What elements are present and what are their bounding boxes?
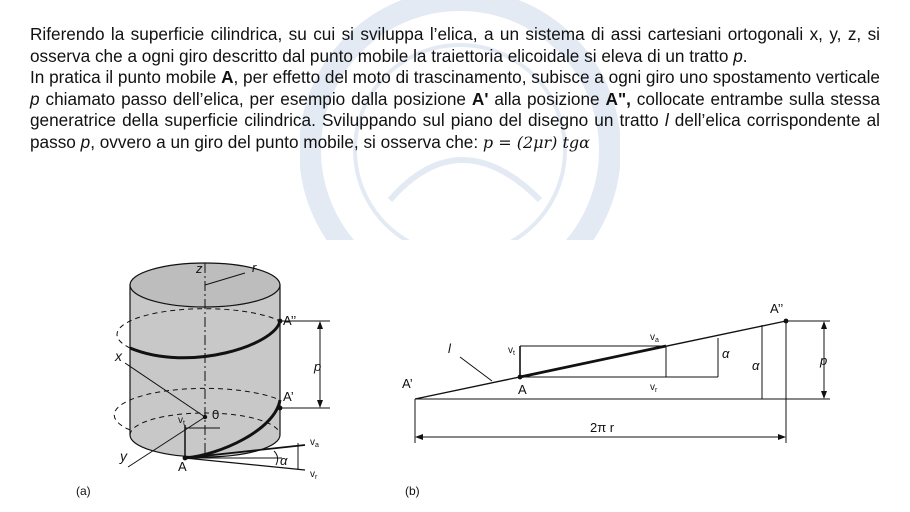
label-va: $v_a$ xyxy=(310,437,319,449)
p2-text-6: dell’elica corrispondente al passo xyxy=(30,110,880,152)
paragraph-1-end: . xyxy=(742,45,748,66)
paragraph-2 xyxy=(30,67,880,153)
paragraph-1 xyxy=(30,24,880,67)
paragraph-1-text: Riferendo la superficie cilindrica, su cui si sviluppa l’elica, a un sistema di assi cartesiani ortogonali x, y, z, si osserva che a ogni giro descritto dal punto mobile la traiettoria elicoidale si eleva di un tratto xyxy=(30,24,880,66)
body-text xyxy=(30,24,880,153)
label-p-b: p xyxy=(820,353,828,368)
label-origin: 0 xyxy=(212,407,220,422)
var-p: p xyxy=(733,45,743,66)
p2-text-1: In pratica il punto mobile xyxy=(30,67,222,87)
label-alpha-small: α xyxy=(722,346,730,361)
label-l: l xyxy=(448,341,451,356)
label-a-top-b: A’’ xyxy=(770,301,784,316)
label-base: 2π r xyxy=(590,420,615,435)
caption-a: (a) xyxy=(76,484,91,498)
figure-a-cylinder xyxy=(70,245,360,505)
p2-text-4: alla posizione xyxy=(488,88,606,109)
point-a-bold: A xyxy=(221,67,234,87)
label-va-b: $v_a$ xyxy=(650,332,659,344)
label-alpha-big: α xyxy=(752,358,760,373)
label-vt: $v_t$ xyxy=(178,415,185,427)
label-p: p xyxy=(314,359,322,374)
label-a-top: A’’ xyxy=(283,313,297,328)
label-a-left: A’ xyxy=(402,376,413,391)
label-y: y xyxy=(120,448,127,464)
var-p-italic: p xyxy=(30,88,40,109)
var-p2-italic: p xyxy=(80,131,91,152)
label-a-b: A xyxy=(518,382,527,397)
formula-rhs: μr) tgα xyxy=(533,132,590,152)
figure-b-development xyxy=(400,295,850,505)
label-vr: $v_r$ xyxy=(310,469,318,481)
label-r: r xyxy=(252,260,257,275)
point-a1-bold: A' xyxy=(471,88,489,109)
label-alpha-a: α xyxy=(280,453,288,468)
label-vr-b: $v_r$ xyxy=(650,382,658,394)
caption-b: (b) xyxy=(405,484,420,498)
label-vt-b: $v_t$ xyxy=(508,345,515,357)
point-a2-bold: A", xyxy=(605,88,631,109)
p2-text-7: , ovvero a un giro del punto mobile, si osserva che: xyxy=(90,131,483,152)
p2-text-2: , per effetto del moto di trascinamento, subisce a ogni giro uno spostamento verticale xyxy=(233,67,880,87)
pitch-formula xyxy=(483,132,590,152)
label-z: z xyxy=(196,261,203,276)
label-a: A xyxy=(178,459,187,474)
formula-lhs: p = (2 xyxy=(482,132,534,152)
p2-text-3: chiamato passo dell’elica, per esempio dalla posizione xyxy=(39,88,472,109)
var-l-italic: l xyxy=(664,110,669,130)
label-x: x xyxy=(115,348,122,364)
p2-text-5: collocate entrambe sulla stessa generatrice della superficie cilindrica. Sviluppando sul piano del disegno un tratto xyxy=(30,88,880,130)
label-a-mid: A’ xyxy=(283,389,294,404)
